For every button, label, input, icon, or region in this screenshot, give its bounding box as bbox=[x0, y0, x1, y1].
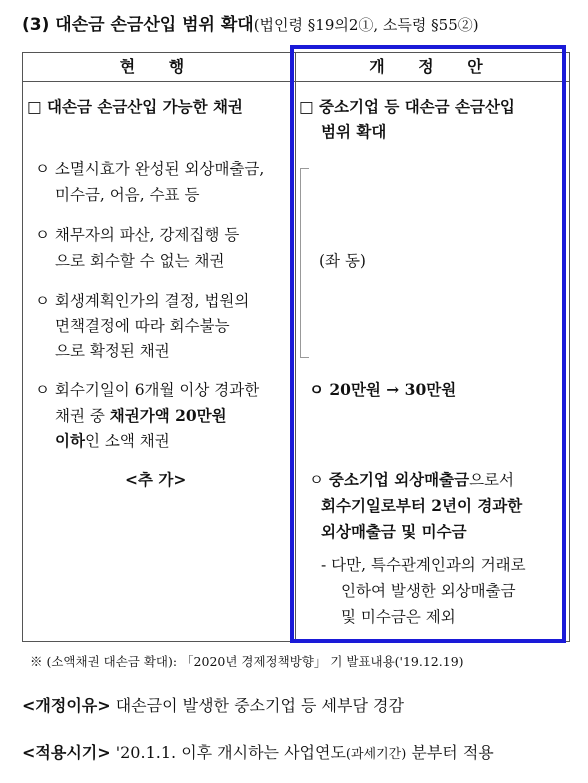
current-header-line: □ 대손금 손금산입 가능한 채권 bbox=[27, 97, 243, 116]
current-item-2-line-1: ㅇ 채무자의 파산, 강제집행 등 bbox=[35, 226, 240, 244]
current-item-4-plain-2: 인 소액 채권 bbox=[84, 432, 170, 450]
revised-header-line-1: □ 중소기업 등 대손금 손금산입 bbox=[299, 97, 515, 116]
current-item-2-line-2: 으로 회수할 수 없는 채권 bbox=[55, 252, 225, 270]
revised-new-item-line-1 bbox=[309, 468, 514, 492]
current-item-4-plain: 채권 중 bbox=[55, 407, 110, 425]
current-item-3-line-1: ㅇ 회생계획인가의 결정, 법원의 bbox=[35, 292, 250, 310]
current-item-1-line-1: ㅇ 소멸시효가 완성된 외상매출금, bbox=[35, 160, 265, 178]
revised-exception-line-1: - 다만, 특수관계인과의 거래로 bbox=[321, 556, 526, 574]
section-title-text: (3) 대손금 손금산입 범위 확대 bbox=[22, 15, 254, 35]
table-header-row bbox=[23, 53, 569, 82]
current-item-4-line-3 bbox=[55, 429, 170, 453]
revised-same-as-left: (좌 동) bbox=[319, 252, 366, 270]
current-item-4-line-1: ㅇ 회수기일이 6개월 이상 경과한 bbox=[35, 381, 260, 399]
revised-exception-line-3: 및 미수금은 제외 bbox=[341, 608, 456, 626]
legal-reference: (법인령 §19의2①, 소득령 §55②) bbox=[253, 16, 479, 34]
revised-new-item-tail: 으로서 bbox=[469, 471, 514, 489]
revised-header-line-2: 범위 확대 bbox=[321, 122, 387, 141]
column-divider bbox=[295, 81, 296, 643]
current-item-4-bold-2: 이하 bbox=[55, 431, 85, 450]
revised-exception-line-2: 인하여 발생한 외상매출금 bbox=[341, 582, 516, 600]
application-period bbox=[22, 740, 494, 763]
current-item-4-bold: 채권가액 20만원 bbox=[109, 406, 227, 425]
same-as-left-bracket bbox=[300, 168, 309, 358]
revision-reason-text: 대손금이 발생한 중소기업 등 세부담 경감 bbox=[110, 696, 404, 715]
section-title bbox=[22, 10, 479, 35]
revised-new-item-bullet: ㅇ bbox=[309, 471, 329, 489]
header-current: 현 행 bbox=[23, 53, 296, 81]
current-item-4-line-2 bbox=[55, 404, 227, 428]
application-period-text: '20.1.1. 이후 개시하는 사업연도 bbox=[110, 743, 346, 762]
current-item-3-line-2: 면책결정에 따라 회수불능 bbox=[55, 317, 230, 335]
revised-new-item-line-2: 회수기일로부터 2년이 경과한 bbox=[321, 496, 523, 515]
comparison-table bbox=[22, 52, 570, 642]
current-item-3-line-3: 으로 확정된 채권 bbox=[55, 342, 170, 360]
revised-new-item-line-3: 외상매출금 및 미수금 bbox=[321, 522, 467, 541]
current-add-placeholder: <추 가> bbox=[125, 470, 187, 489]
revision-reason bbox=[22, 693, 404, 716]
current-item-1-line-2: 미수금, 어음, 수표 등 bbox=[55, 186, 200, 204]
revision-reason-label: <개정이유> bbox=[22, 696, 111, 715]
application-period-tail: 분부터 적용 bbox=[406, 743, 494, 762]
header-revised: 개 정 안 bbox=[369, 57, 497, 76]
footnote: ※ (소액채권 대손금 확대): 「2020년 경제정책방향」 기 발표내용('19.12.19) bbox=[30, 654, 464, 669]
application-period-paren: (과세기간) bbox=[345, 747, 407, 762]
revised-new-item-bold: 중소기업 외상매출금 bbox=[328, 470, 470, 489]
application-period-label: <적용시기> bbox=[22, 743, 111, 762]
revised-amount-change: ㅇ 20만원 → 30만원 bbox=[309, 380, 457, 399]
